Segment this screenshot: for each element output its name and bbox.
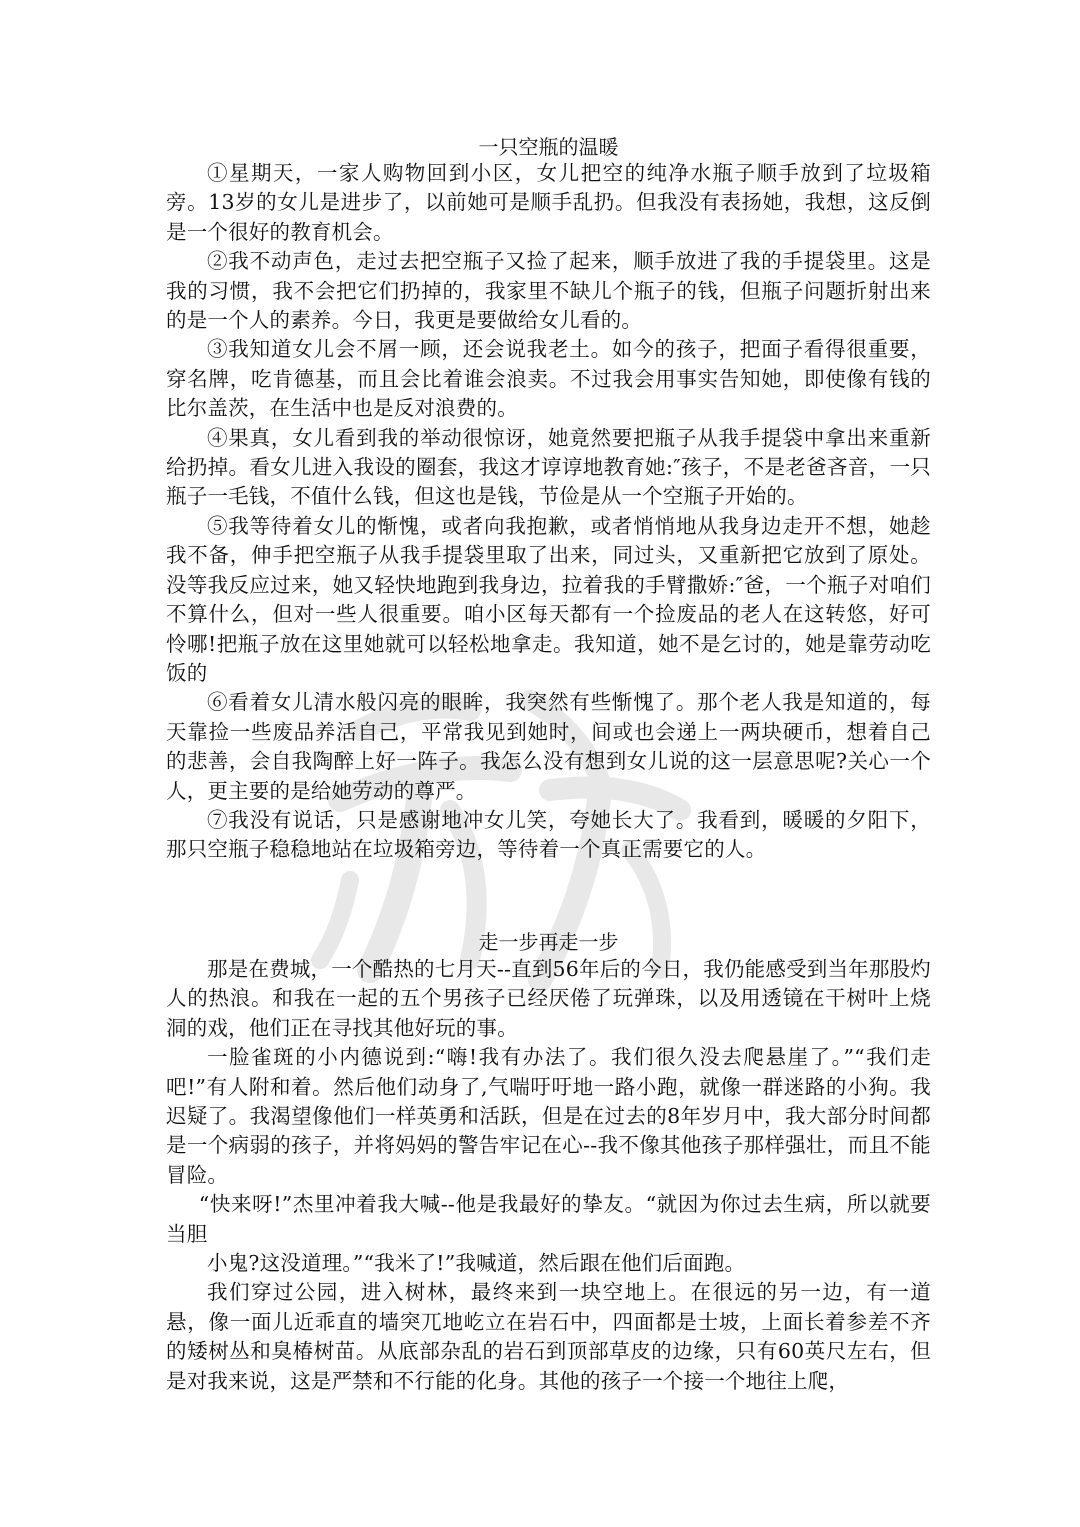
story1-paragraph-1: ①星期天，一家人购物回到小区，女儿把空的纯净水瓶子顺手放到了垃圾箱旁。13岁的女儿是进步了，以前她可是顺手乱扔。但我没有表扬她，我想，这反倒是一个很好的教育机会。 [166, 161, 931, 244]
story2-paragraph-2: 一脸雀斑的小内德说到:“嗨!我有办法了。我们很久没去爬悬崖了。”“我们走吧!”有人附和着。然后他们动身了,气喘吁吁地一路小跑，就像一群迷路的小狗。我迟疑了。我渴望像他们一样英勇和活跃，但是在过去的8年岁月中，我大部分时间都是一个病弱的孩子，并将妈妈的警告牢记在心--我不像其他孩子那样强壮，而且不能冒险。 [166, 1045, 931, 1187]
story1-title: 一只空瓶的温暖 [478, 135, 619, 159]
story2-paragraph-1: 那是在费城，一个酷热的七月天--直到56年后的今日，我仍能感受到当年那股灼人的热浪。和我在一起的五个男孩子已经厌倦了玩弹珠，以及用透镜在干树叶上烧洞的戏，他们正在寻找其他好玩的事。 [166, 957, 931, 1040]
story2-body [166, 955, 931, 1396]
story2-paragraph-3: “快来呀!”杰里冲着我大喊--他是我最好的挚友。“就因为你过去生病，所以就要当胆 [166, 1192, 931, 1246]
story1-paragraph-5: ⑤我等待着女儿的惭愧，或者向我抱歉，或者悄悄地从我身边走开不想，她趁我不备，伸手把空瓶子从我手提袋里取了出来，同过头，又重新把它放到了原处。没等我反应过来，她又轻快地跑到我身边，拉着我的手臂撒娇:″爸，一个瓶子对咱们不算什么，但对一些人很重要。咱小区每天都有一个捡废品的老人在这转悠，好可怜哪!把瓶子放在这里她就可以轻松地拿走。我知道，她不是乞讨的，她是靠劳动吃饭的 [166, 513, 931, 685]
story1-body [166, 159, 931, 865]
story1-paragraph-3: ③我知道女儿会不屑一顾，还会说我老土。如今的孩子，把面子看得很重要，穿名牌，吃肯德基，而且会比着谁会浪卖。不过我会用事实告知她，即使像有钱的比尔盖茨，在生活中也是反对浪费的。 [166, 337, 931, 421]
story1-paragraph-6: ⑥看着女儿清水般闪亮的眼眸，我突然有些惭愧了。那个老人我是知道的，每天靠捡一些废品养活自己，平常我见到她时，间或也会递上一两块硬币，想着自己的悲善，会自我陶醉上好一阵子。我怎么没有想到女儿说的这一层意思呢?关心一个人，更主要的是给她劳动的尊严。 [166, 690, 931, 803]
story1-paragraph-4: ④果真，女儿看到我的举动很惊讶，她竟然要把瓶子从我手提袋中拿出来重新给扔掉。看女儿进入我设的圈套，我这才谆谆地教育她:″孩子，不是老爸吝音，一只瓶子一毛钱，不值什么钱，但这也是钱，节俭是从一个空瓶子开始的。 [166, 425, 931, 509]
story2-title: 走一步再走一步 [478, 930, 619, 954]
story2-paragraph-4: 小鬼?这没道理。”“我米了!”我喊道，然后跟在他们后面跑。 [207, 1251, 746, 1276]
story2-paragraph-5: 我们穿过公园，进入树林，最终来到一块空地上。在很远的另一边，有一道悬，像一面儿近乖直的墙突兀地屹立在岩石中，四面都是士坡，上面长着参差不齐的矮树丛和臭椿树苗。从底部杂乱的岩石到顶部草皮的边缘，只有60英尺左右，但是对我来说，这是严禁和不行能的化身。其他的孩子一个接一个地往上爬， [166, 1280, 931, 1393]
story1-paragraph-7: ⑦我没有说话，只是感谢地冲女儿笑，夸她长大了。我看到，暖暖的夕阳下，那只空瓶子稳稳地站在垃圾箱旁边，等待着一个真正需要它的人。 [166, 807, 931, 862]
story1-paragraph-2: ②我不动声色，走过去把空瓶子又捡了起来，顺手放进了我的手提袋里。这是我的习惯，我不会把它们扔掉的，我家里不缺儿个瓶子的钱，但瓶子问题折射出来的是一个人的素养。今日，我更是要做给女儿看的。 [166, 249, 931, 333]
